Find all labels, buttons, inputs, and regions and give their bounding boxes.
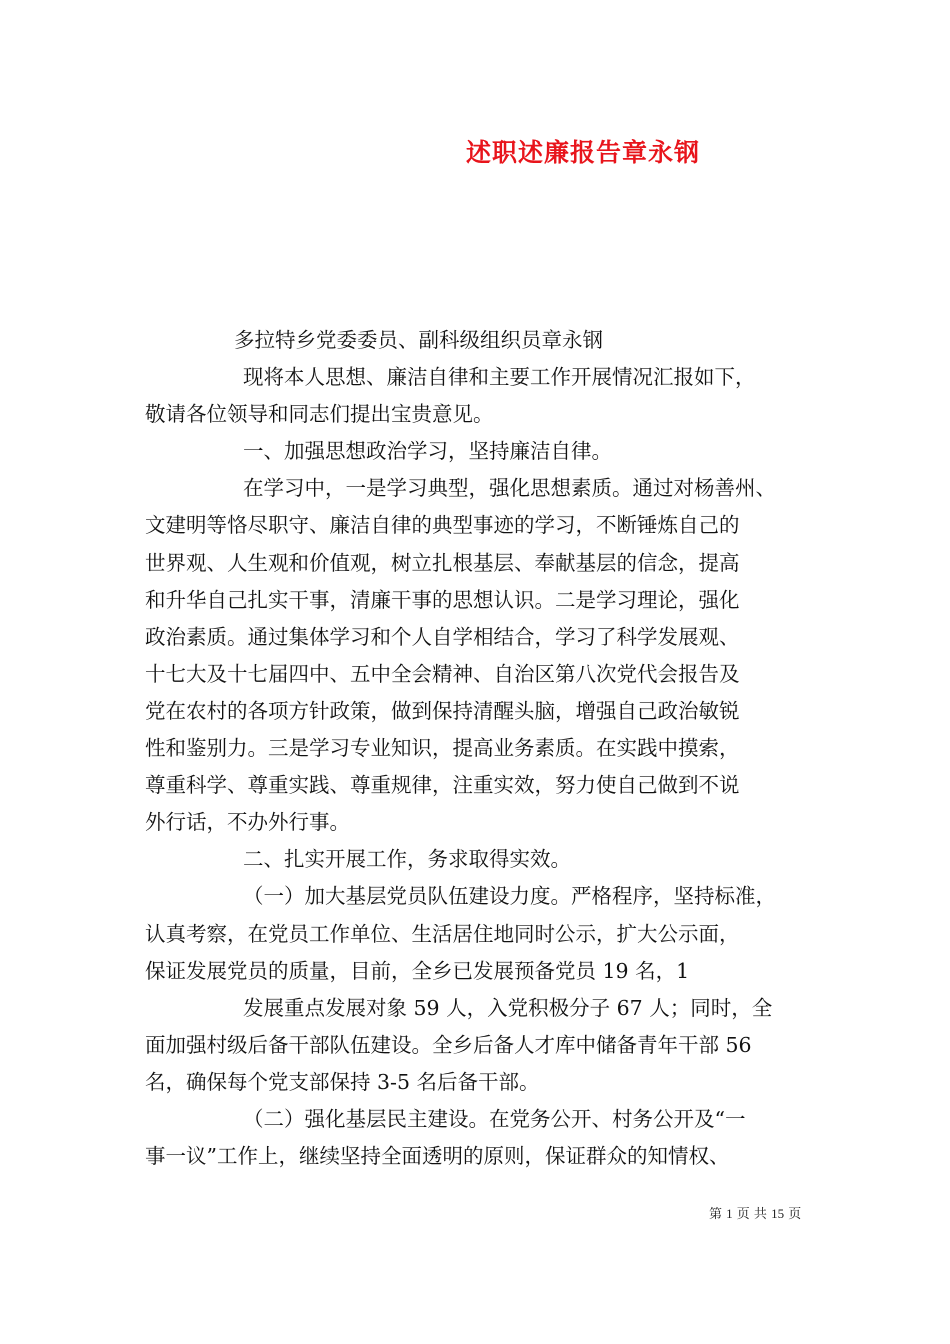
footer-suffix: 页 — [788, 1207, 802, 1222]
paragraph-line: 党在农村的各项方针政策，做到保持清醒头脑，增强自己政治敏锐 — [145, 698, 740, 723]
section-heading: 二、扎实开展工作，务求取得实效。 — [243, 847, 571, 872]
page-footer — [709, 1203, 801, 1222]
footer-middle: 页 共 — [736, 1207, 767, 1222]
section-heading: 一、加强思想政治学习，坚持廉洁自律。 — [243, 439, 612, 464]
paragraph-line: 保证发展党员的质量，目前，全乡已发展预备党员 19 名，1 — [145, 958, 690, 983]
paragraph-line: 面加强村级后备干部队伍建设。全乡后备人才库中储备青年干部 56 — [145, 1032, 752, 1057]
author-line: 多拉特乡党委委员、副科级组织员章永钢 — [234, 328, 603, 352]
footer-prefix: 第 — [709, 1207, 723, 1222]
paragraph-line: 政治素质。通过集体学习和个人自学相结合，学习了科学发展观、 — [145, 624, 740, 649]
paragraph-line: 在学习中，一是学习典型，强化思想素质。通过对杨善州、 — [243, 476, 776, 501]
paragraph-line: 尊重科学、尊重实践、尊重规律，注重实效，努力使自己做到不说 — [145, 773, 740, 798]
paragraph-line: （二）强化基层民主建设。在党务公开、村务公开及“一 — [243, 1106, 746, 1131]
paragraph-line: 名，确保每个党支部保持 3-5 名后备干部。 — [145, 1069, 540, 1094]
document-title: 述职述廉报告章永钢 — [465, 138, 700, 167]
paragraph-line: 外行话，不办外行事。 — [145, 810, 350, 835]
paragraph-line: 性和鉴别力。三是学习专业知识，提高业务素质。在实践中摸索， — [145, 736, 740, 761]
paragraph-line: 发展重点发展对象 59 人，入党积极分子 67 人；同时，全 — [243, 995, 773, 1020]
paragraph-line: 十七大及十七届四中、五中全会精神、自治区第八次党代会报告及 — [145, 661, 740, 686]
paragraph-line: 敬请各位领导和同志们提出宝贵意见。 — [145, 402, 494, 427]
document-body — [145, 322, 825, 1175]
footer-page-number: 1 — [726, 1206, 733, 1221]
footer-total-pages: 15 — [771, 1206, 785, 1221]
paragraph-line: 事一议”工作上，继续坚持全面透明的原则，保证群众的知情权、 — [145, 1144, 730, 1169]
paragraph-line: 世界观、人生观和价值观，树立扎根基层、奉献基层的信念，提高 — [145, 550, 740, 575]
paragraph-line: 认真考察，在党员工作单位、生活居住地同时公示，扩大公示面， — [145, 921, 740, 946]
paragraph-line: 现将本人思想、廉洁自律和主要工作开展情况汇报如下， — [243, 365, 756, 390]
paragraph-line: （一）加大基层党员队伍建设力度。严格程序，坚持标准， — [243, 884, 776, 909]
paragraph-line: 和升华自己扎实干事，清廉干事的思想认识。二是学习理论，强化 — [145, 587, 740, 612]
paragraph-line: 文建明等恪尽职守、廉洁自律的典型事迹的学习，不断锤炼自己的 — [145, 513, 740, 538]
